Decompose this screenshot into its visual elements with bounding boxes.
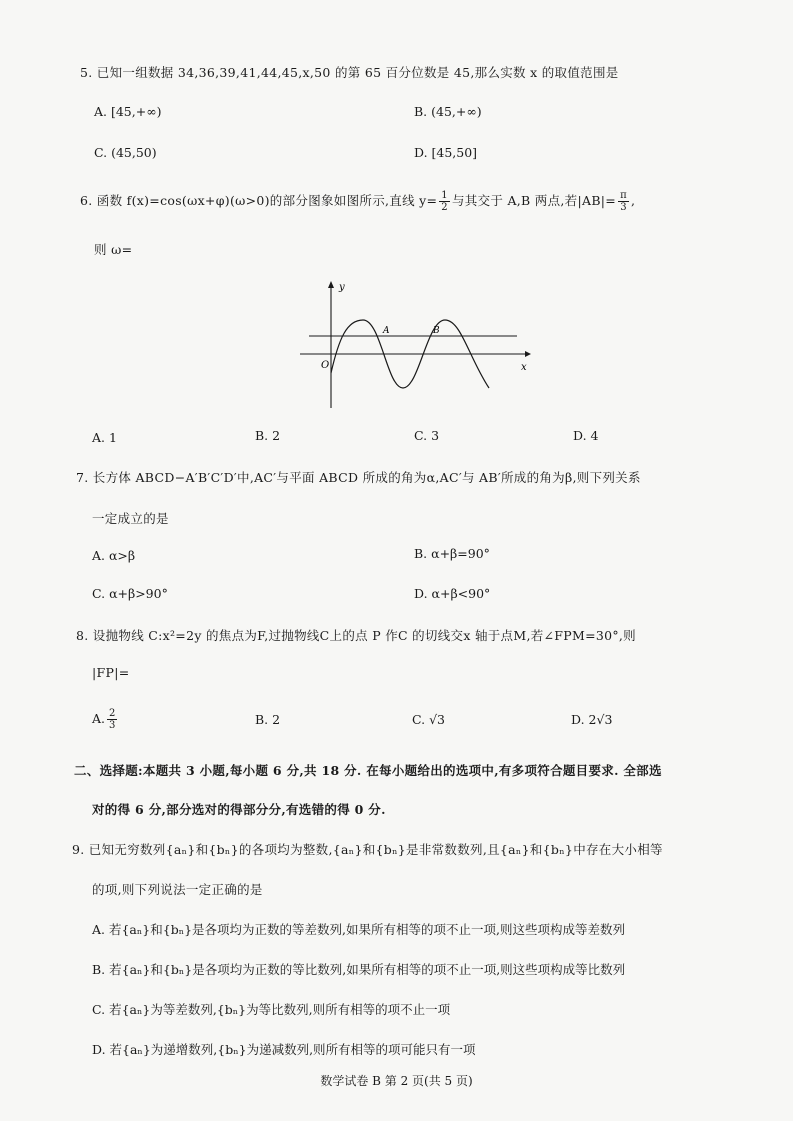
q6-function-graph	[295, 278, 535, 413]
q7-stem-line2: 一定成立的是	[92, 511, 169, 526]
q6-half-den: 2	[441, 202, 448, 213]
point-b-label: B	[433, 326, 440, 336]
origin-label: O	[321, 360, 330, 371]
q9-option-a: A. 若{aₙ}和{bₙ}是各项均为正数的等差数列,如果所有相等的项不止一项,则这些项构成等差数列	[92, 922, 626, 937]
q9-option-d: D. 若{aₙ}为递增数列,{bₙ}为递减数列,则所有相等的项可能只有一项	[92, 1042, 476, 1057]
q6-option-c: C. 3	[414, 428, 440, 443]
x-axis-arrow	[525, 351, 531, 357]
q7-option-b: B. α+β=90°	[414, 546, 490, 561]
q5-option-b: B. (45,+∞)	[414, 104, 482, 119]
q8-stem-line1: 8. 设抛物线 C:x²=2y 的焦点为F,过抛物线C上的点 P 作C 的切线交x 轴于点M,若∠FPM=30°,则	[76, 628, 636, 643]
q8-option-b: B. 2	[255, 712, 281, 727]
y-axis-label: y	[339, 282, 345, 293]
y-axis-arrow	[328, 281, 334, 288]
q7-option-d: D. α+β<90°	[414, 586, 491, 601]
q7-stem-line1: 7. 长方体 ABCD−A′B′C′D′中,AC′与平面 ABCD 所成的角为α,AC′与 AB′所成的角为β,则下列关系	[76, 470, 641, 485]
q9-option-c: C. 若{aₙ}为等差数列,{bₙ}为等比数列,则所有相等的项不止一项	[92, 1002, 451, 1017]
q5-option-d: D. [45,50]	[414, 145, 478, 160]
q6-stem-part-c: ,	[630, 193, 636, 208]
q6-option-a: A. 1	[92, 430, 117, 445]
q8-option-a	[92, 708, 119, 731]
q6-option-b: B. 2	[255, 428, 281, 443]
q6-option-d: D. 4	[573, 428, 599, 443]
q6-pi-fraction	[618, 190, 629, 213]
q6-stem	[80, 190, 635, 213]
q7-option-a: A. α>β	[92, 548, 136, 563]
q8-option-a-fraction	[107, 708, 117, 731]
q8-option-c: C. √3	[412, 712, 445, 727]
q6-pi-num: π	[620, 190, 627, 201]
q8-option-d: D. 2√3	[571, 712, 613, 727]
q6-pi-den: 3	[620, 202, 627, 213]
q9-stem-line2: 的项,则下列说法一定正确的是	[92, 882, 263, 897]
q6-stem-line2: 则 ω=	[94, 242, 133, 257]
q9-stem-line1: 9. 已知无穷数列{aₙ}和{bₙ}的各项均为整数,{aₙ}和{bₙ}是非常数数列,且{aₙ}和{bₙ}中存在大小相等	[72, 842, 663, 857]
section2-heading-line2: 对的得 6 分,部分选对的得部分分,有选错的得 0 分.	[92, 802, 386, 817]
x-axis-label: x	[521, 362, 527, 373]
page-footer: 数学试卷 B 第 2 页(共 5 页)	[320, 1074, 473, 1088]
q5-stem: 5. 已知一组数据 34,36,39,41,44,45,x,50 的第 65 百分位数是 45,那么实数 x 的取值范围是	[80, 65, 619, 80]
q6-stem-part-a: 6. 函数 f(x)=cos(ωx+φ)(ω>0)的部分图象如图所示,直线 y=	[80, 193, 438, 208]
q5-option-a: A. [45,+∞)	[94, 104, 162, 119]
q8-option-a-num: 2	[109, 708, 116, 719]
q6-stem-part-b: 与其交于 A,B 两点,若|AB|=	[451, 193, 617, 208]
q7-option-c: C. α+β>90°	[92, 586, 168, 601]
q5-option-c: C. (45,50)	[94, 145, 157, 160]
q9-option-b: B. 若{aₙ}和{bₙ}是各项均为正数的等比数列,如果所有相等的项不止一项,则这些项构成等比数列	[92, 962, 626, 977]
q6-half-fraction	[439, 190, 450, 213]
q8-option-a-prefix: A.	[92, 711, 106, 726]
section2-heading-line1: 二、选择题:本题共 3 小题,每小题 6 分,共 18 分. 在每小题给出的选项中,有多项符合题目要求. 全部选	[74, 763, 662, 778]
q8-stem-line2: |FP|=	[92, 665, 130, 680]
point-a-label: A	[383, 326, 390, 336]
q6-half-num: 1	[441, 190, 448, 201]
q8-option-a-den: 3	[109, 720, 116, 731]
